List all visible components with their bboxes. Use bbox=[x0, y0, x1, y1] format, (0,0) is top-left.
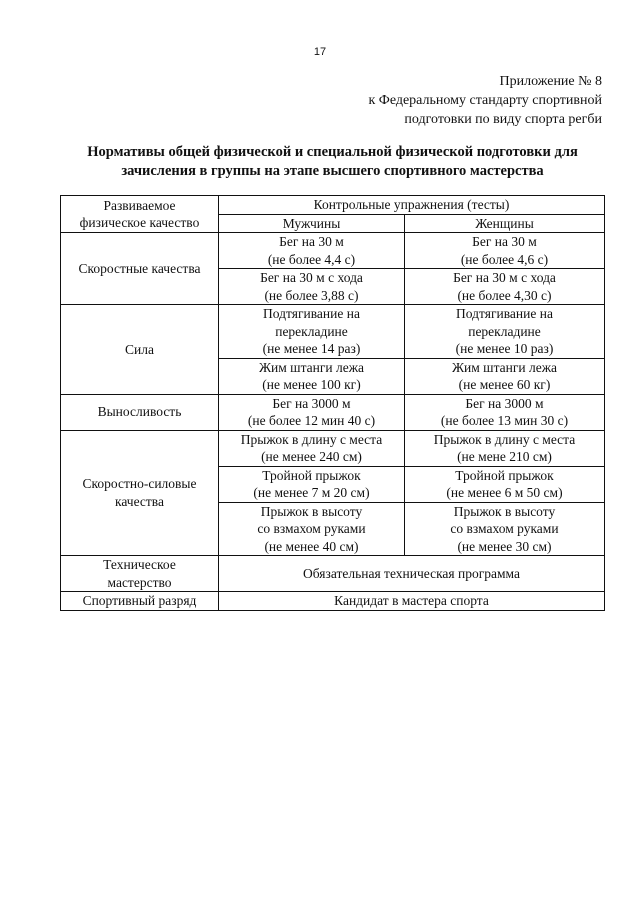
norms-table-body bbox=[61, 196, 605, 611]
women-test-cell-line: (не менее 6 м 50 см) bbox=[446, 485, 563, 500]
quality-cell bbox=[61, 430, 219, 556]
women-test-cell bbox=[405, 358, 605, 394]
quality-cell-line: мастерство bbox=[107, 574, 172, 590]
women-test-cell-line: Бег на 3000 м bbox=[465, 395, 544, 411]
men-test-cell-line: Подтягивание на bbox=[263, 306, 360, 321]
header-row bbox=[61, 196, 605, 215]
header-men-cell: Мужчины bbox=[219, 214, 405, 233]
women-test-cell-line: (не более 4,30 с) bbox=[457, 287, 552, 303]
women-test-cell-line: со взмахом руками bbox=[450, 521, 559, 536]
women-test-cell bbox=[405, 394, 605, 430]
quality-cell bbox=[61, 394, 219, 430]
women-test-cell-line: Прыжок в высоту bbox=[453, 503, 556, 519]
sport-rank-cell: Кандидат в мастера спорта bbox=[219, 592, 605, 611]
men-test-cell-line: (не менее 14 раз) bbox=[262, 341, 361, 356]
table-row bbox=[61, 233, 605, 269]
rank-row bbox=[61, 592, 605, 611]
women-test-cell-line: Жим штанги лежа bbox=[451, 359, 558, 375]
men-test-cell bbox=[219, 394, 405, 430]
header-women-cell: Женщины bbox=[405, 214, 605, 233]
women-test-cell-line: (не менее 30 см) bbox=[457, 538, 552, 554]
women-test-cell-line: Подтягивание на bbox=[456, 306, 553, 321]
men-test-cell-line: Тройной прыжок bbox=[262, 467, 361, 483]
technical-program-cell: Обязательная техническая программа bbox=[219, 556, 605, 592]
women-test-cell-line: (не мене 210 см) bbox=[457, 449, 552, 464]
men-test-cell-line: Бег на 30 м bbox=[279, 234, 344, 249]
quality-cell-line: Техническое bbox=[103, 557, 176, 572]
appendix-line: к Федеральному стандарту спортивной bbox=[368, 93, 602, 108]
women-test-cell bbox=[405, 502, 605, 556]
men-test-cell-line: перекладине bbox=[275, 323, 348, 339]
women-test-cell bbox=[405, 466, 605, 502]
page-number: 17 bbox=[313, 46, 327, 58]
women-test-cell-line: Бег на 30 м с хода bbox=[453, 270, 556, 285]
norms-table bbox=[60, 195, 605, 611]
quality-cell-line: Скоростно-силовые bbox=[82, 476, 197, 492]
quality-cell-line: Спортивный разряд bbox=[82, 593, 197, 608]
men-test-cell bbox=[219, 269, 405, 305]
men-test-cell-line: Прыжок в длину с места bbox=[240, 431, 383, 447]
title-line: Нормативы общей физической и специальной физической подготовки для bbox=[87, 144, 578, 160]
men-test-cell bbox=[219, 466, 405, 502]
women-test-cell-line: Бег на 30 м bbox=[472, 234, 537, 249]
women-test-cell bbox=[405, 269, 605, 305]
men-test-cell-line: (не более 3,88 с) bbox=[264, 287, 359, 303]
women-test-cell-line: (не менее 60 кг) bbox=[458, 377, 551, 392]
men-test-cell bbox=[219, 305, 405, 359]
men-test-cell-line: (не более 4,4 с) bbox=[267, 251, 356, 267]
women-test-cell bbox=[405, 233, 605, 269]
quality-cell-line: качества bbox=[114, 493, 164, 509]
men-test-cell-line: (не менее 100 кг) bbox=[262, 377, 361, 392]
quality-cell bbox=[61, 233, 219, 305]
quality-cell-line: Выносливость bbox=[97, 404, 182, 420]
men-test-cell bbox=[219, 502, 405, 556]
quality-cell bbox=[61, 592, 219, 611]
women-test-cell bbox=[405, 430, 605, 466]
header-quality-cell bbox=[61, 196, 219, 233]
quality-cell-line: Сила bbox=[125, 341, 154, 357]
header-quality-line: Развиваемое bbox=[103, 197, 176, 213]
header-tests-cell: Контрольные упражнения (тесты) bbox=[219, 196, 605, 215]
men-test-cell bbox=[219, 233, 405, 269]
men-test-cell bbox=[219, 430, 405, 466]
women-test-cell-line: Прыжок в длину с места bbox=[433, 431, 576, 447]
men-test-cell-line: Прыжок в высоту bbox=[260, 503, 363, 519]
men-test-cell-line: (не менее 40 см) bbox=[264, 538, 359, 554]
document-title bbox=[60, 143, 605, 181]
women-test-cell-line: (не менее 10 раз) bbox=[455, 341, 554, 356]
men-test-cell bbox=[219, 358, 405, 394]
quality-cell-line: Скоростные качества bbox=[78, 260, 201, 276]
appendix-reference bbox=[368, 72, 602, 129]
men-test-cell-line: (не менее 240 см) bbox=[261, 449, 362, 464]
women-test-cell-line: Тройной прыжок bbox=[455, 467, 554, 483]
women-test-cell-line: (не более 4,6 с) bbox=[460, 251, 549, 267]
technical-row bbox=[61, 556, 605, 592]
men-test-cell-line: (не менее 7 м 20 см) bbox=[253, 485, 370, 500]
table-row bbox=[61, 305, 605, 359]
men-test-cell-line: Бег на 3000 м bbox=[272, 395, 351, 411]
table-row bbox=[61, 394, 605, 430]
men-test-cell-line: Бег на 30 м с хода bbox=[260, 270, 363, 285]
women-test-cell-line: перекладине bbox=[468, 323, 541, 339]
title-line: зачисления в группы на этапе высшего спортивного мастерства bbox=[121, 163, 544, 179]
women-test-cell-line: (не более 13 мин 30 с) bbox=[440, 413, 569, 428]
appendix-line: Приложение № 8 bbox=[499, 74, 602, 89]
women-test-cell bbox=[405, 305, 605, 359]
men-test-cell-line: Жим штанги лежа bbox=[258, 359, 365, 375]
quality-cell bbox=[61, 556, 219, 592]
header-quality-line: физическое качество bbox=[79, 215, 200, 230]
table-row bbox=[61, 430, 605, 466]
appendix-line: подготовки по виду спорта регби bbox=[404, 112, 602, 127]
quality-cell bbox=[61, 305, 219, 395]
men-test-cell-line: со взмахом руками bbox=[257, 521, 366, 536]
men-test-cell-line: (не более 12 мин 40 с) bbox=[247, 413, 376, 428]
